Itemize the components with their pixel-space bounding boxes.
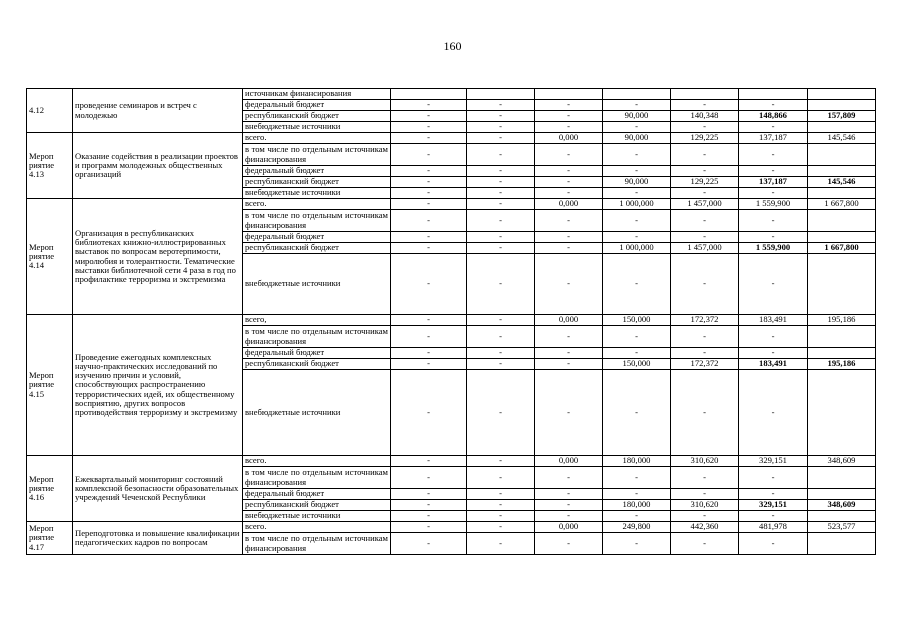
amount-cell: - xyxy=(467,177,535,188)
amount-cell: - xyxy=(467,199,535,210)
amount-cell: - xyxy=(739,467,808,489)
amount-cell: - xyxy=(467,522,535,533)
funding-source: внебюджетные источники xyxy=(243,188,391,199)
amount-cell: - xyxy=(535,177,603,188)
amount-cell: - xyxy=(391,100,467,111)
amount-cell: - xyxy=(467,210,535,232)
measure-description: Ежеквартальный мониторинг состояний комплексной безопасности образовательных учреждений Чеченской Республики xyxy=(73,456,243,522)
amount-cell xyxy=(603,89,671,100)
amount-cell: - xyxy=(467,533,535,555)
amount-cell: - xyxy=(739,533,808,555)
amount-cell: - xyxy=(391,232,467,243)
measure-code: Мероп риятие 4.17 xyxy=(27,522,73,555)
amount-cell xyxy=(808,100,876,111)
amount-cell: - xyxy=(467,326,535,348)
amount-cell: 329,151 xyxy=(739,456,808,467)
amount-cell xyxy=(808,122,876,133)
funding-source: внебюджетные источники xyxy=(243,511,391,522)
amount-cell: - xyxy=(391,359,467,370)
amount-cell: - xyxy=(535,348,603,359)
amount-cell: - xyxy=(603,489,671,500)
amount-cell: 1 457,000 xyxy=(671,199,739,210)
measure-code: Мероп риятие 4.15 xyxy=(27,315,73,456)
amount-cell: 90,000 xyxy=(603,111,671,122)
amount-cell: 129,225 xyxy=(671,133,739,144)
amount-cell: 137,187 xyxy=(739,177,808,188)
amount-cell xyxy=(808,326,876,348)
amount-cell: - xyxy=(391,511,467,522)
funding-source: федеральный бюджет xyxy=(243,348,391,359)
amount-cell: 1 000,000 xyxy=(603,243,671,254)
amount-cell: 172,372 xyxy=(671,359,739,370)
amount-cell: - xyxy=(739,254,808,315)
measure-code: Мероп риятие 4.16 xyxy=(27,456,73,522)
amount-cell: 523,577 xyxy=(808,522,876,533)
amount-cell: - xyxy=(535,122,603,133)
amount-cell: - xyxy=(535,232,603,243)
amount-cell: - xyxy=(535,243,603,254)
amount-cell: - xyxy=(671,348,739,359)
amount-cell: 310,620 xyxy=(671,456,739,467)
amount-cell: - xyxy=(535,111,603,122)
amount-cell: 90,000 xyxy=(603,133,671,144)
amount-cell: 1 000,000 xyxy=(603,199,671,210)
amount-cell: - xyxy=(603,188,671,199)
amount-cell: - xyxy=(739,489,808,500)
amount-cell: 180,000 xyxy=(603,500,671,511)
amount-cell: - xyxy=(535,326,603,348)
amount-cell: - xyxy=(391,122,467,133)
amount-cell xyxy=(808,166,876,177)
amount-cell: 329,151 xyxy=(739,500,808,511)
amount-cell: - xyxy=(671,188,739,199)
amount-cell: - xyxy=(467,144,535,166)
amount-cell: - xyxy=(467,111,535,122)
funding-source: источникам финансирования xyxy=(243,89,391,100)
funding-source: республиканский бюджет xyxy=(243,500,391,511)
amount-cell: 0,000 xyxy=(535,456,603,467)
funding-source: федеральный бюджет xyxy=(243,232,391,243)
amount-cell xyxy=(808,370,876,456)
amount-cell: - xyxy=(535,188,603,199)
amount-cell: - xyxy=(391,199,467,210)
amount-cell: - xyxy=(391,243,467,254)
funding-source: всего. xyxy=(243,133,391,144)
amount-cell: 348,609 xyxy=(808,456,876,467)
amount-cell: - xyxy=(467,232,535,243)
amount-cell: - xyxy=(671,122,739,133)
amount-cell xyxy=(808,254,876,315)
measure-description: Оказание содействия в реализации проектов и программ молодежных общественных организаций xyxy=(73,133,243,199)
amount-cell: - xyxy=(535,210,603,232)
amount-cell: - xyxy=(391,210,467,232)
amount-cell xyxy=(808,89,876,100)
amount-cell: - xyxy=(391,166,467,177)
funding-source: республиканский бюджет xyxy=(243,243,391,254)
amount-cell: 90,000 xyxy=(603,177,671,188)
amount-cell xyxy=(808,188,876,199)
amount-cell xyxy=(808,533,876,555)
funding-source: внебюджетные источники xyxy=(243,370,391,456)
funding-source: в том числе по отдельным источникам финансирования xyxy=(243,533,391,555)
amount-cell: 1 667,800 xyxy=(808,199,876,210)
amount-cell: - xyxy=(467,467,535,489)
amount-cell: - xyxy=(391,348,467,359)
amount-cell: 137,187 xyxy=(739,133,808,144)
amount-cell: - xyxy=(671,100,739,111)
amount-cell: - xyxy=(671,489,739,500)
amount-cell: - xyxy=(739,100,808,111)
amount-cell: 1 457,000 xyxy=(671,243,739,254)
funding-source: всего. xyxy=(243,456,391,467)
amount-cell: - xyxy=(603,210,671,232)
amount-cell: 0,000 xyxy=(535,133,603,144)
funding-source: федеральный бюджет xyxy=(243,100,391,111)
measure-code: Мероп риятие 4.14 xyxy=(27,199,73,315)
amount-cell: - xyxy=(671,144,739,166)
amount-cell xyxy=(671,89,739,100)
funding-source: всего. xyxy=(243,522,391,533)
amount-cell: - xyxy=(603,122,671,133)
budget-table xyxy=(26,88,876,555)
amount-cell: - xyxy=(671,467,739,489)
funding-source: в том числе по отдельным источникам финансирования xyxy=(243,326,391,348)
amount-cell: - xyxy=(671,511,739,522)
amount-cell: - xyxy=(535,500,603,511)
funding-source: федеральный бюджет xyxy=(243,166,391,177)
measure-description: Проведение ежегодных комплексных научно-практических исследований по изучению причин и условий, способствующих распространению террористических идей, их общественному восприятию, других вопросов противодействия терроризму и экстремизму xyxy=(73,315,243,456)
amount-cell xyxy=(467,89,535,100)
amount-cell: - xyxy=(535,511,603,522)
amount-cell: - xyxy=(391,456,467,467)
amount-cell: 0,000 xyxy=(535,522,603,533)
amount-cell: - xyxy=(391,254,467,315)
amount-cell: - xyxy=(535,533,603,555)
amount-cell: - xyxy=(603,511,671,522)
amount-cell: - xyxy=(467,456,535,467)
amount-cell: 1 667,800 xyxy=(808,243,876,254)
funding-source: в том числе по отдельным источникам финансирования xyxy=(243,144,391,166)
amount-cell: - xyxy=(535,489,603,500)
funding-source: в том числе по отдельным источникам финансирования xyxy=(243,210,391,232)
amount-cell: 310,620 xyxy=(671,500,739,511)
funding-source: федеральный бюджет xyxy=(243,489,391,500)
amount-cell: 481,978 xyxy=(739,522,808,533)
amount-cell: 1 559,900 xyxy=(739,243,808,254)
amount-cell: - xyxy=(467,254,535,315)
amount-cell xyxy=(808,348,876,359)
amount-cell: 0,000 xyxy=(535,199,603,210)
amount-cell: - xyxy=(671,533,739,555)
amount-cell: - xyxy=(739,122,808,133)
amount-cell: - xyxy=(739,210,808,232)
amount-cell: - xyxy=(391,467,467,489)
amount-cell: - xyxy=(603,254,671,315)
amount-cell: - xyxy=(739,144,808,166)
amount-cell: - xyxy=(391,533,467,555)
amount-cell: - xyxy=(535,254,603,315)
amount-cell xyxy=(808,210,876,232)
funding-source: республиканский бюджет xyxy=(243,177,391,188)
amount-cell: 442,360 xyxy=(671,522,739,533)
amount-cell: 150,000 xyxy=(603,359,671,370)
amount-cell: - xyxy=(467,133,535,144)
amount-cell: - xyxy=(603,100,671,111)
amount-cell: 348,609 xyxy=(808,500,876,511)
amount-cell: - xyxy=(535,467,603,489)
amount-cell: - xyxy=(739,511,808,522)
amount-cell: 0,000 xyxy=(535,315,603,326)
amount-cell: - xyxy=(603,144,671,166)
amount-cell xyxy=(808,511,876,522)
amount-cell: - xyxy=(391,315,467,326)
amount-cell xyxy=(391,89,467,100)
amount-cell: - xyxy=(603,232,671,243)
amount-cell: 157,809 xyxy=(808,111,876,122)
amount-cell: - xyxy=(603,326,671,348)
funding-source: внебюджетные источники xyxy=(243,254,391,315)
amount-cell: - xyxy=(467,315,535,326)
amount-cell: 148,866 xyxy=(739,111,808,122)
amount-cell: - xyxy=(603,370,671,456)
amount-cell: - xyxy=(671,232,739,243)
amount-cell: - xyxy=(739,232,808,243)
amount-cell: 195,186 xyxy=(808,315,876,326)
amount-cell: - xyxy=(467,489,535,500)
measure-code: Мероп риятие 4.13 xyxy=(27,133,73,199)
amount-cell: - xyxy=(467,122,535,133)
amount-cell: - xyxy=(467,348,535,359)
measure-description: Переподготовка и повышение квалификации педагогических кадров по вопросам xyxy=(73,522,243,555)
amount-cell: 145,546 xyxy=(808,133,876,144)
amount-cell: 180,000 xyxy=(603,456,671,467)
amount-cell: - xyxy=(739,370,808,456)
funding-source: всего, xyxy=(243,315,391,326)
page-number: 160 xyxy=(443,39,462,53)
amount-cell: - xyxy=(535,370,603,456)
amount-cell xyxy=(808,232,876,243)
amount-cell: - xyxy=(391,370,467,456)
funding-source: внебюджетные источники xyxy=(243,122,391,133)
amount-cell: 150,000 xyxy=(603,315,671,326)
amount-cell: 140,348 xyxy=(671,111,739,122)
amount-cell: - xyxy=(739,188,808,199)
funding-source: республиканский бюджет xyxy=(243,111,391,122)
amount-cell: - xyxy=(467,500,535,511)
amount-cell: 249,800 xyxy=(603,522,671,533)
amount-cell: - xyxy=(603,166,671,177)
amount-cell: - xyxy=(391,133,467,144)
amount-cell: - xyxy=(671,370,739,456)
amount-cell: - xyxy=(603,467,671,489)
amount-cell: - xyxy=(467,370,535,456)
amount-cell: 145,546 xyxy=(808,177,876,188)
amount-cell: 129,225 xyxy=(671,177,739,188)
amount-cell: - xyxy=(739,326,808,348)
amount-cell: - xyxy=(391,144,467,166)
amount-cell: - xyxy=(671,326,739,348)
amount-cell: - xyxy=(535,166,603,177)
amount-cell: - xyxy=(391,188,467,199)
amount-cell: 172,372 xyxy=(671,315,739,326)
measure-description: проведение семинаров и встреч с молодежью xyxy=(73,89,243,133)
amount-cell: 1 559,900 xyxy=(739,199,808,210)
measure-description: Организация в республиканских библиотеках книжно-иллюстрированных выставок по вопросам веротерпимости, миролюбия и толерантности. Тематические выставки библиотечной сети 4 раза в год по профилактике терроризма и экстремизма xyxy=(73,199,243,315)
amount-cell xyxy=(808,489,876,500)
amount-cell: - xyxy=(535,144,603,166)
amount-cell xyxy=(808,144,876,166)
amount-cell: - xyxy=(391,522,467,533)
amount-cell: - xyxy=(467,511,535,522)
amount-cell: - xyxy=(467,359,535,370)
amount-cell: - xyxy=(671,166,739,177)
amount-cell xyxy=(535,89,603,100)
amount-cell: - xyxy=(467,166,535,177)
amount-cell: - xyxy=(391,500,467,511)
amount-cell: - xyxy=(671,210,739,232)
amount-cell: - xyxy=(671,254,739,315)
funding-source: всего. xyxy=(243,199,391,210)
funding-source: республиканский бюджет xyxy=(243,359,391,370)
amount-cell: 183,491 xyxy=(739,359,808,370)
measure-code: 4.12 xyxy=(27,89,73,133)
amount-cell: - xyxy=(603,348,671,359)
amount-cell: - xyxy=(391,177,467,188)
amount-cell xyxy=(739,89,808,100)
amount-cell: - xyxy=(391,111,467,122)
amount-cell: - xyxy=(739,348,808,359)
amount-cell: 195,186 xyxy=(808,359,876,370)
funding-source: в том числе по отдельным источникам финансирования xyxy=(243,467,391,489)
amount-cell: 183,491 xyxy=(739,315,808,326)
amount-cell xyxy=(808,467,876,489)
amount-cell: - xyxy=(535,100,603,111)
amount-cell: - xyxy=(467,188,535,199)
amount-cell: - xyxy=(603,533,671,555)
amount-cell: - xyxy=(739,166,808,177)
amount-cell: - xyxy=(467,243,535,254)
amount-cell: - xyxy=(467,100,535,111)
amount-cell: - xyxy=(391,326,467,348)
amount-cell: - xyxy=(391,489,467,500)
amount-cell: - xyxy=(535,359,603,370)
